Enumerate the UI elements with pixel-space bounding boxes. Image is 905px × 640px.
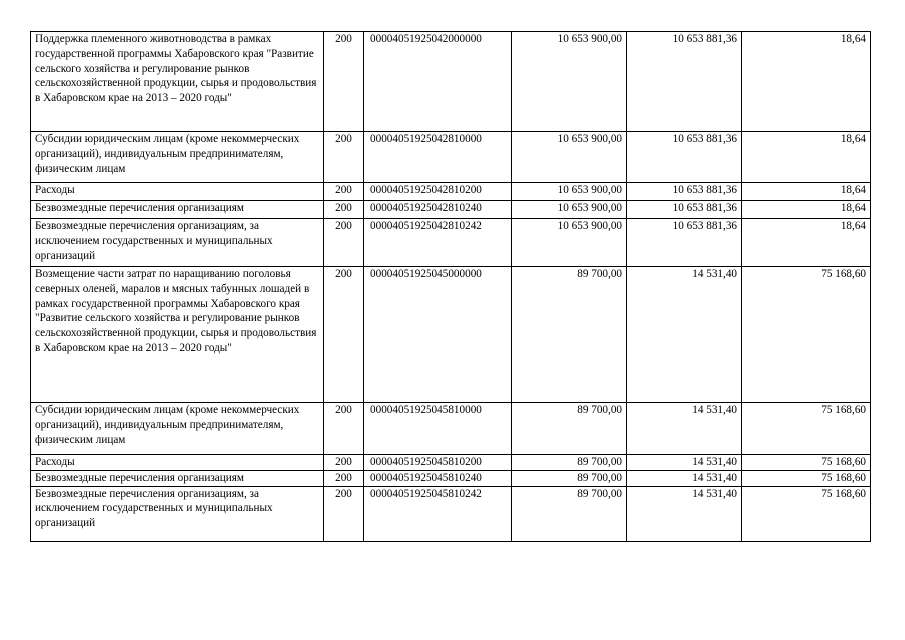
row-executed-amount: 14 531,40 [627,470,742,486]
row-unexecuted-amount: 18,64 [742,183,871,201]
row-unexecuted-amount: 75 168,60 [742,455,871,471]
row-planned-amount: 10 653 900,00 [512,132,627,183]
row-budget-code: 00004051925045810200 [364,455,512,471]
row-budget-code: 00004051925045810242 [364,486,512,541]
row-unexecuted-amount: 75 168,60 [742,470,871,486]
row-planned-amount: 89 700,00 [512,486,627,541]
row-executed-amount: 10 653 881,36 [627,201,742,219]
table-row [31,486,871,541]
row-unexecuted-amount: 75 168,60 [742,267,871,403]
table-row [31,132,871,183]
row-unexecuted-amount: 75 168,60 [742,403,871,455]
row-executed-amount: 10 653 881,36 [627,32,742,132]
row-planned-amount: 89 700,00 [512,267,627,403]
row-name: Возмещение части затрат по наращиванию поголовья северных оленей, маралов и мясных табунных лошадей в рамках государственной программы Хабаровского края "Развитие сельского хозяйства и регулирование рынков сельскохозяйственной продукции, сырья и продовольствия в Хабаровском крае на 2013 – 2020 годы" [31,267,324,403]
row-budget-code: 00004051925042810000 [364,132,512,183]
row-budget-code: 00004051925042810242 [364,219,512,267]
row-unexecuted-amount: 75 168,60 [742,486,871,541]
table-row [31,32,871,132]
row-budget-code: 00004051925042000000 [364,32,512,132]
row-planned-amount: 89 700,00 [512,470,627,486]
table-row [31,403,871,455]
table-row [31,219,871,267]
row-planned-amount: 89 700,00 [512,455,627,471]
row-name: Безвозмездные перечисления организациям, за исключением государственных и муниципальных организаций [31,486,324,541]
row-line-code: 200 [324,219,364,267]
row-executed-amount: 14 531,40 [627,455,742,471]
row-line-code: 200 [324,132,364,183]
row-unexecuted-amount: 18,64 [742,32,871,132]
row-name: Безвозмездные перечисления организациям, за исключением государственных и муниципальных организаций [31,219,324,267]
row-budget-code: 00004051925045000000 [364,267,512,403]
row-planned-amount: 10 653 900,00 [512,183,627,201]
row-executed-amount: 14 531,40 [627,267,742,403]
row-executed-amount: 10 653 881,36 [627,183,742,201]
row-planned-amount: 10 653 900,00 [512,201,627,219]
row-line-code: 200 [324,403,364,455]
row-budget-code: 00004051925042810200 [364,183,512,201]
row-name: Безвозмездные перечисления организациям [31,201,324,219]
row-planned-amount: 89 700,00 [512,403,627,455]
row-budget-code: 00004051925042810240 [364,201,512,219]
row-name: Субсидии юридическим лицам (кроме некоммерческих организаций), индивидуальным предпринимателям, физическим лицам [31,403,324,455]
row-name: Субсидии юридическим лицам (кроме некоммерческих организаций), индивидуальным предпринимателям, физическим лицам [31,132,324,183]
row-executed-amount: 14 531,40 [627,486,742,541]
row-planned-amount: 10 653 900,00 [512,219,627,267]
row-name: Поддержка племенного животноводства в рамках государственной программы Хабаровского края "Развитие сельского хозяйства и регулирование рынков сельскохозяйственной продукции, сырья и продовольствия в Хабаровском крае на 2013 – 2020 годы" [31,32,324,132]
row-name: Расходы [31,183,324,201]
row-line-code: 200 [324,470,364,486]
row-executed-amount: 14 531,40 [627,403,742,455]
row-line-code: 200 [324,455,364,471]
row-budget-code: 00004051925045810240 [364,470,512,486]
table-row [31,455,871,471]
row-line-code: 200 [324,183,364,201]
budget-table [30,31,871,542]
row-budget-code: 00004051925045810000 [364,403,512,455]
table-row [31,183,871,201]
row-unexecuted-amount: 18,64 [742,219,871,267]
row-name: Расходы [31,455,324,471]
row-name: Безвозмездные перечисления организациям [31,470,324,486]
row-planned-amount: 10 653 900,00 [512,32,627,132]
table-row [31,267,871,403]
row-line-code: 200 [324,267,364,403]
row-line-code: 200 [324,201,364,219]
row-unexecuted-amount: 18,64 [742,201,871,219]
row-executed-amount: 10 653 881,36 [627,132,742,183]
row-executed-amount: 10 653 881,36 [627,219,742,267]
row-line-code: 200 [324,32,364,132]
row-unexecuted-amount: 18,64 [742,132,871,183]
table-row [31,201,871,219]
row-line-code: 200 [324,486,364,541]
table-row [31,470,871,486]
